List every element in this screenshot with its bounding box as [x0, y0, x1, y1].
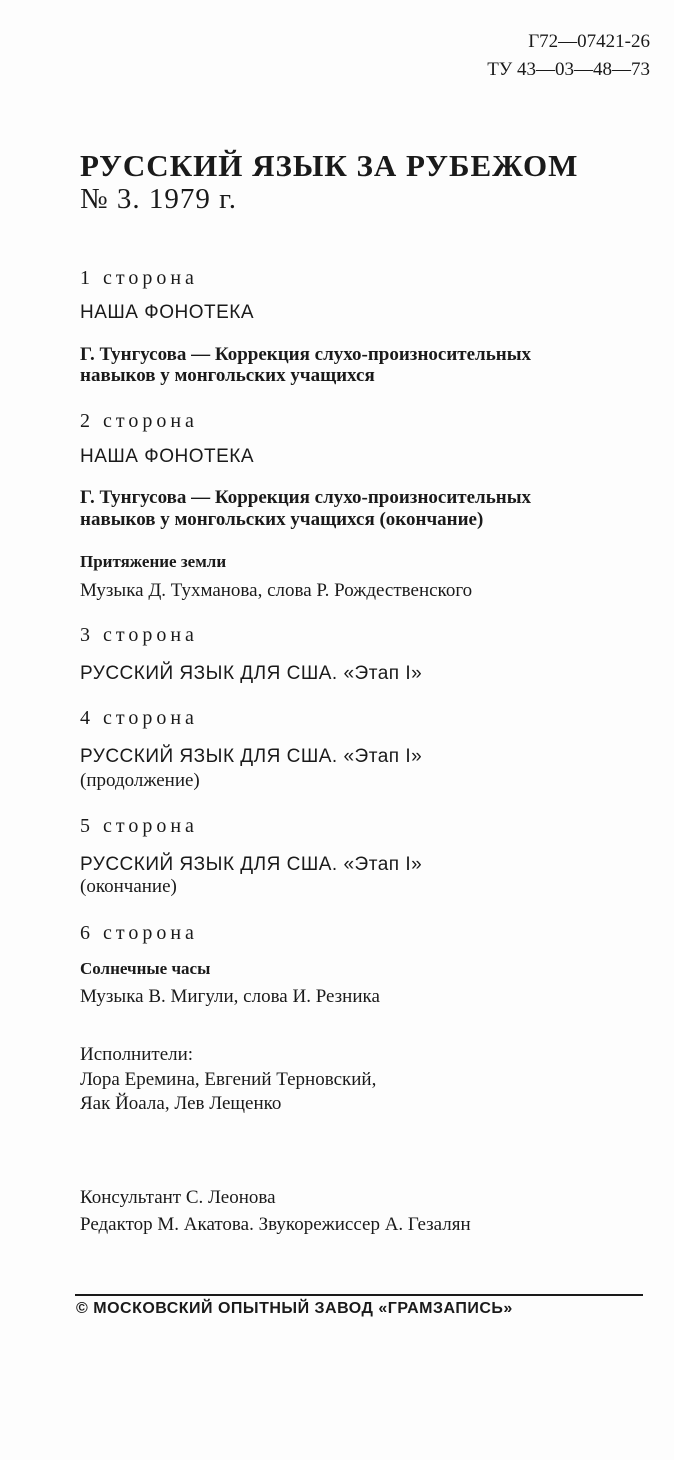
track-line: навыков у монгольских учащихся (окончание) [80, 509, 484, 530]
side-heading: НАША ФОНОТЕКА [80, 446, 255, 467]
performers-line: Яак Йоала, Лев Лещенко [80, 1093, 282, 1114]
consultant: Консультант С. Леонова [80, 1187, 276, 1208]
song-credit: Музыка Д. Тухманова, слова Р. Рождественского [80, 580, 473, 601]
side-heading: НАША ФОНОТЕКА [80, 302, 255, 323]
track-line: навыков у монгольских учащихся [80, 365, 375, 386]
publisher-footer: © МОСКОВСКИЙ ОПЫТНЫЙ ЗАВОД «ГРАМЗАПИСЬ» [76, 1300, 513, 1317]
catalog-code: Г72—07421-26 [528, 31, 650, 52]
song-credit: Музыка В. Мигули, слова И. Резника [80, 986, 380, 1007]
track-line: Г. Тунгусова — Коррекция слухо-произносительных [80, 487, 532, 508]
side-heading: РУССКИЙ ЯЗЫК ДЛЯ США. «Этап I» [80, 746, 423, 767]
title: РУССКИЙ ЯЗЫК ЗА РУБЕЖОМ [80, 148, 579, 183]
side-label: 2 сторона [80, 410, 198, 432]
side-note: (окончание) [80, 876, 177, 897]
performers-line: Лора Еремина, Евгений Терновский, [80, 1069, 377, 1090]
side-label: 1 сторона [80, 267, 198, 289]
divider [75, 1294, 643, 1296]
standard-code: ТУ 43—03—48—73 [487, 59, 650, 80]
side-label: 3 сторона [80, 624, 198, 646]
side-note: (продолжение) [80, 770, 200, 791]
side-label: 4 сторона [80, 707, 198, 729]
track-line: Г. Тунгусова — Коррекция слухо-произносительных [80, 344, 532, 365]
issue: № 3. 1979 г. [80, 183, 238, 215]
performers-label: Исполнители: [80, 1044, 194, 1065]
song-title: Солнечные часы [80, 959, 211, 978]
side-heading: РУССКИЙ ЯЗЫК ДЛЯ США. «Этап I» [80, 854, 423, 875]
editor-credit: Редактор М. Акатова. Звукорежиссер А. Гезалян [80, 1214, 471, 1235]
side-label: 6 сторона [80, 922, 198, 944]
side-label: 5 сторона [80, 815, 198, 837]
song-title: Притяжение земли [80, 552, 227, 571]
side-heading: РУССКИЙ ЯЗЫК ДЛЯ США. «Этап I» [80, 663, 423, 684]
